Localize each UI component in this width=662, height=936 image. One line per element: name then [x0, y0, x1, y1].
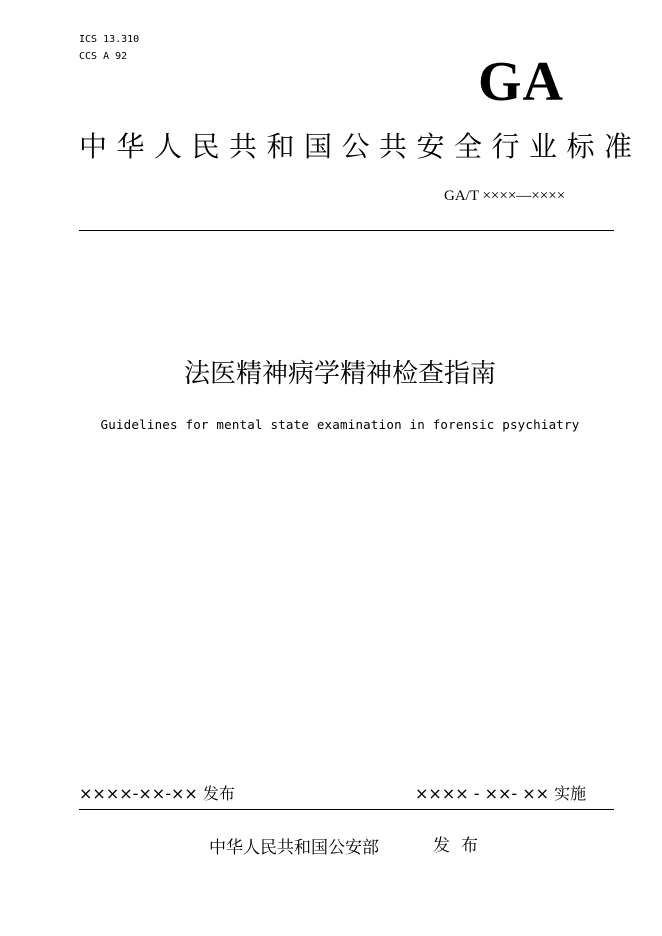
bottom-divider — [79, 809, 614, 810]
document-title-chinese: 法医精神病学精神检查指南 — [183, 359, 496, 389]
document-title-english: Guidelines for mental state examination in forensic psychiatry — [100, 417, 580, 432]
implement-date: ×××× - ××- ×× 实施 — [415, 784, 587, 803]
ga-logo: GA — [478, 51, 564, 113]
ccs-code: CCS A 92 — [79, 51, 128, 62]
standard-organization-title: 中华人民共和国公共安全行业标准 — [79, 130, 642, 163]
standard-number: GA/T ××××—×××× — [444, 188, 566, 204]
publish-date: ××××-××-×× 发布 — [79, 784, 235, 803]
top-divider — [79, 230, 614, 231]
issuing-authority: 中华人民共和国公安部 — [209, 838, 379, 858]
ics-code: ICS 13.310 — [79, 34, 140, 45]
issue-label: 发布 — [433, 836, 489, 856]
